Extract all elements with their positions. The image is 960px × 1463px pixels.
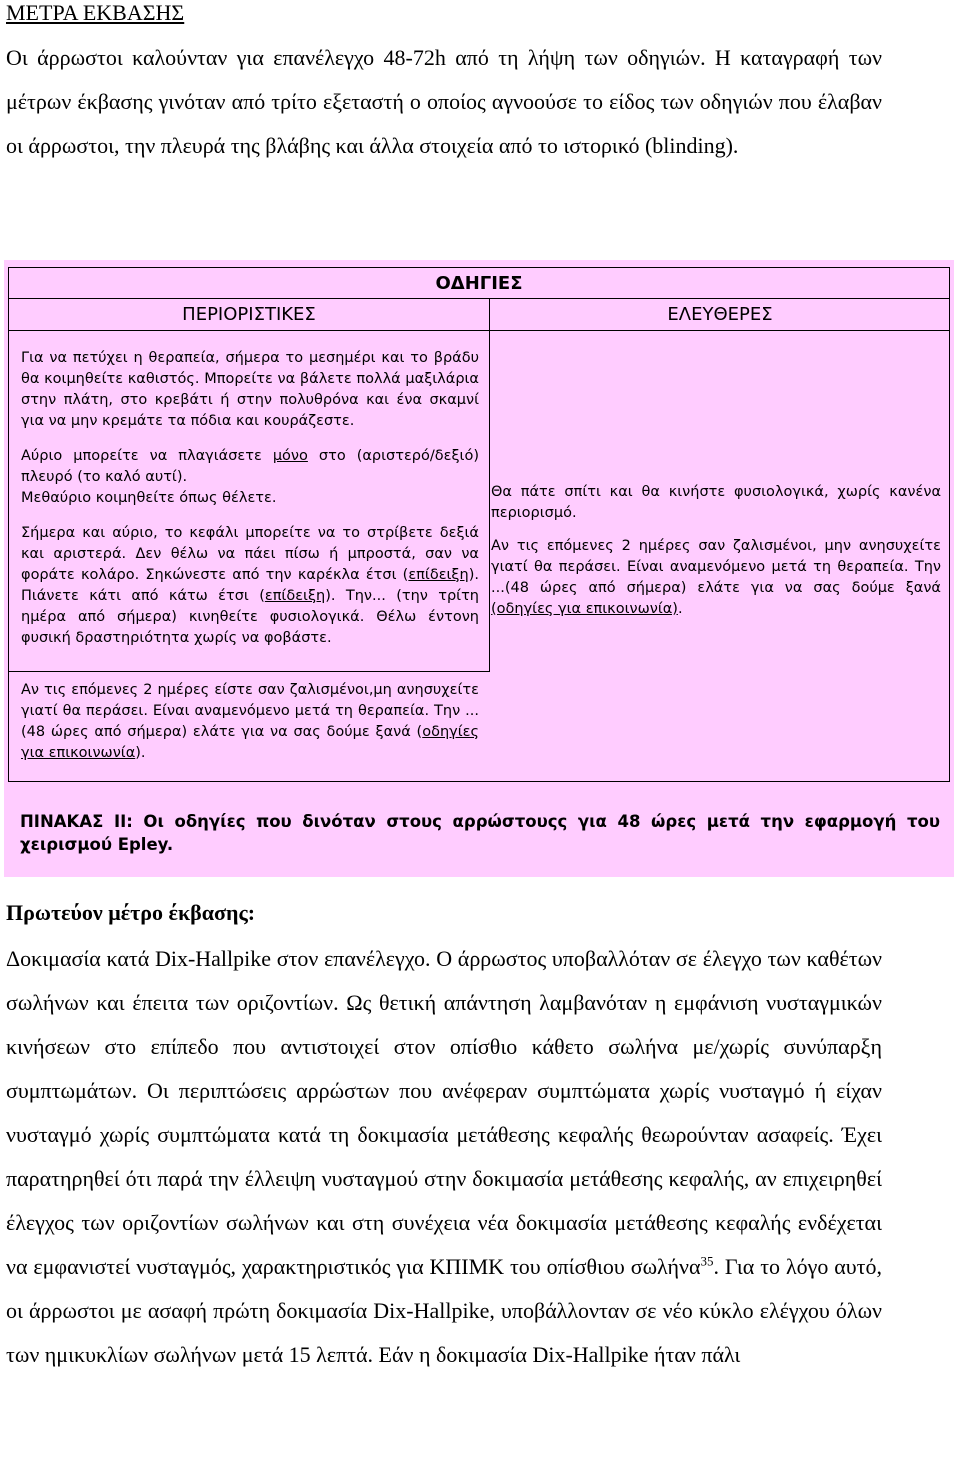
text-span: Αν τις επόμενες 2 ημέρες σαν ζαλισμένοι, μην ανησυχείτε γιατί θα περάσει. Είναι αναμενόμενο μετά τη θεραπεία. Την ...(48 ώρες από σήμερα) ελάτε για να σας δούμε ξανά [491,538,941,596]
table-caption: ΠΙΝΑΚΑΣ ΙΙ: Οι οδηγίες που δινόταν στους αρρώστουςς για 48 ώρες μετά την εφαρμογή του χειρισμού Epley. [20,812,940,854]
intro-paragraph: Οι άρρωστοι καλούνταν για επανέλεγχο 48-72h από τη λήψη των οδηγιών. Η καταγραφή των μέτρων έκβασης γινόταν από τρίτο εξεταστή ο οποίος αγνοούσε το είδος των οδηγιών που έλαβαν οι άρρωστοι, την πλευρά της βλάβης και άλλα στοιχεία από το ιστορικό (blinding). [6,45,882,158]
underlined-text: (οδηγίες για επικοινωνία) [491,601,678,617]
underlined-text: επίδειξη [264,588,326,604]
restrictive-paragraph-2b: Μεθαύριο κοιμηθείτε όπως θέλετε. [21,490,277,506]
restrictive-paragraph-3 [21,523,479,649]
restrictive-paragraph-1: Για να πετύχει η θεραπεία, σήμερα το μεσημέρι και το βράδυ θα κοιμηθείτε καθιστός. Μπορείτε να βάλετε πολλά μαξιλάρια στην πλάτη, στο κρεβάτι ή στην πολυθρόνα και ένα σκαμνί για να μην κρεμάτε τα πόδια και κουράζεστε. [21,350,479,429]
primary-outcome-title: Πρωτεύον μέτρο έκβασης: [6,900,256,925]
section-heading: ΜΕΤΡΑ ΕΚΒΑΣΗΣ [6,0,185,25]
text-span: στο (αριστερό/δεξιό) πλευρό (το καλό αυτί). [21,448,479,485]
text-span: Αν τις επόμενες 2 ημέρες είστε σαν ζαλισμένοι,μη ανησυχείτε γιατί θα περάσει. Είναι αναμενόμενο μετά τη θεραπεία. Την ...(48 ώρες από σήμερα) ελάτε για να σας δούμε ξανά ( [21,682,479,740]
table-divider [489,298,490,672]
instructions-table [8,267,950,782]
text-span: . Για το λόγο αυτό, οι άρρωστοι με ασαφή πρώτη δοκιμασία Dix-Hallpike, υποβάλλονταν σε νέο κύκλο ελέγχου όλων των ημικυκλίων σωλήνων μετά 15 λεπτά. Εάν η δοκιμασία Dix-Hallpike ήταν πάλι [6,1254,882,1367]
table-title: ΟΔΗΓΙΕΣ [435,273,523,294]
restrictive-paragraph-2 [21,446,479,488]
bottom-instructions [21,680,479,764]
column-header-restrictive: ΠΕΡΙΟΡΙΣΤΙΚΕΣ [182,304,316,325]
text-span: Δοκιμασία κατά Dix-Hallpike στον επανέλεγχο. Ο άρρωστος υποβαλλόταν σε έλεγχο των καθέτων σωλήνων και έπειτα των οριζοντίων. Ως θετική απάντηση λαμβανόταν η εμφάνιση νυσταγμικών κινήσεων στο επίπεδο που αντιστοιχεί στον οπίσθιο κάθετο σωλήνα με/χωρίς συνύπαρξη συμπτωμάτων. Οι περιπτώσεις αρρώστων που ανέφεραν συμπτώματα χωρίς νυσταγμό ή είχαν νυσταγμό χωρίς συμπτώματα κατά τη δοκιμασία μετάθεσης κεφαλής θεωρούνταν ασαφείς. Έχει παρατηρηθεί ότι παρά την έλλειψη νυσταγμού στην δοκιμασία μετάθεσης κεφαλής, αν επιχειρηθεί έλεγχος των οριζοντίων σωλήνων και στη συνέχεια νέα δοκιμασία μετάθεσης κεφαλής ενδέχεται να εμφανιστεί νυσταγμός, χαρακτηριστικός για ΚΠΙΜΚ του οπίσθιου σωλήνα [6,946,882,1279]
reference-superscript: 35 [700,1253,714,1269]
free-paragraph-1: Θα πάτε σπίτι και θα κινήστε φυσιολογικά, χωρίς κανένα περιορισμό. [491,484,941,521]
underlined-text: μόνο [272,448,308,464]
free-instructions [491,482,941,620]
text-span: Αύριο μπορείτε να πλαγιάσετε [21,448,273,464]
table-divider [9,298,949,299]
column-header-free: ΕΛΕΥΘΕΡΕΣ [667,304,773,325]
table-divider [9,330,949,331]
underlined-text: οδηγίες για επικοινωνία [21,724,479,761]
text-span: Σήμερα και αύριο, το κεφάλι μπορείτε να το στρίβετε δεξιά και αριστερά. Δεν θέλω να πάει πίσω ή μπροστά, σαν να φοράτε κολάρο. Σηκώνεστε από την καρέκλα έτσι ( [21,525,479,583]
text-span: ). [135,745,146,761]
primary-outcome-paragraph [6,937,882,1463]
text-span: . [677,601,683,617]
underlined-text: επίδειξη [408,567,469,583]
bottom-paragraph [21,680,479,764]
free-paragraph-2 [491,536,941,620]
text-span: ). Πιάνετε κάτι από κάτω έτσι ( [21,567,479,604]
table-divider [9,671,490,672]
restrictive-instructions [21,348,479,649]
text-span: ). Την... (την τρίτη ημέρα από σήμερα) κινηθείτε φυσιολογικά. Θέλω έντονη φυσική δραστηριότητα χωρίς να φοβάστε. [21,588,479,646]
